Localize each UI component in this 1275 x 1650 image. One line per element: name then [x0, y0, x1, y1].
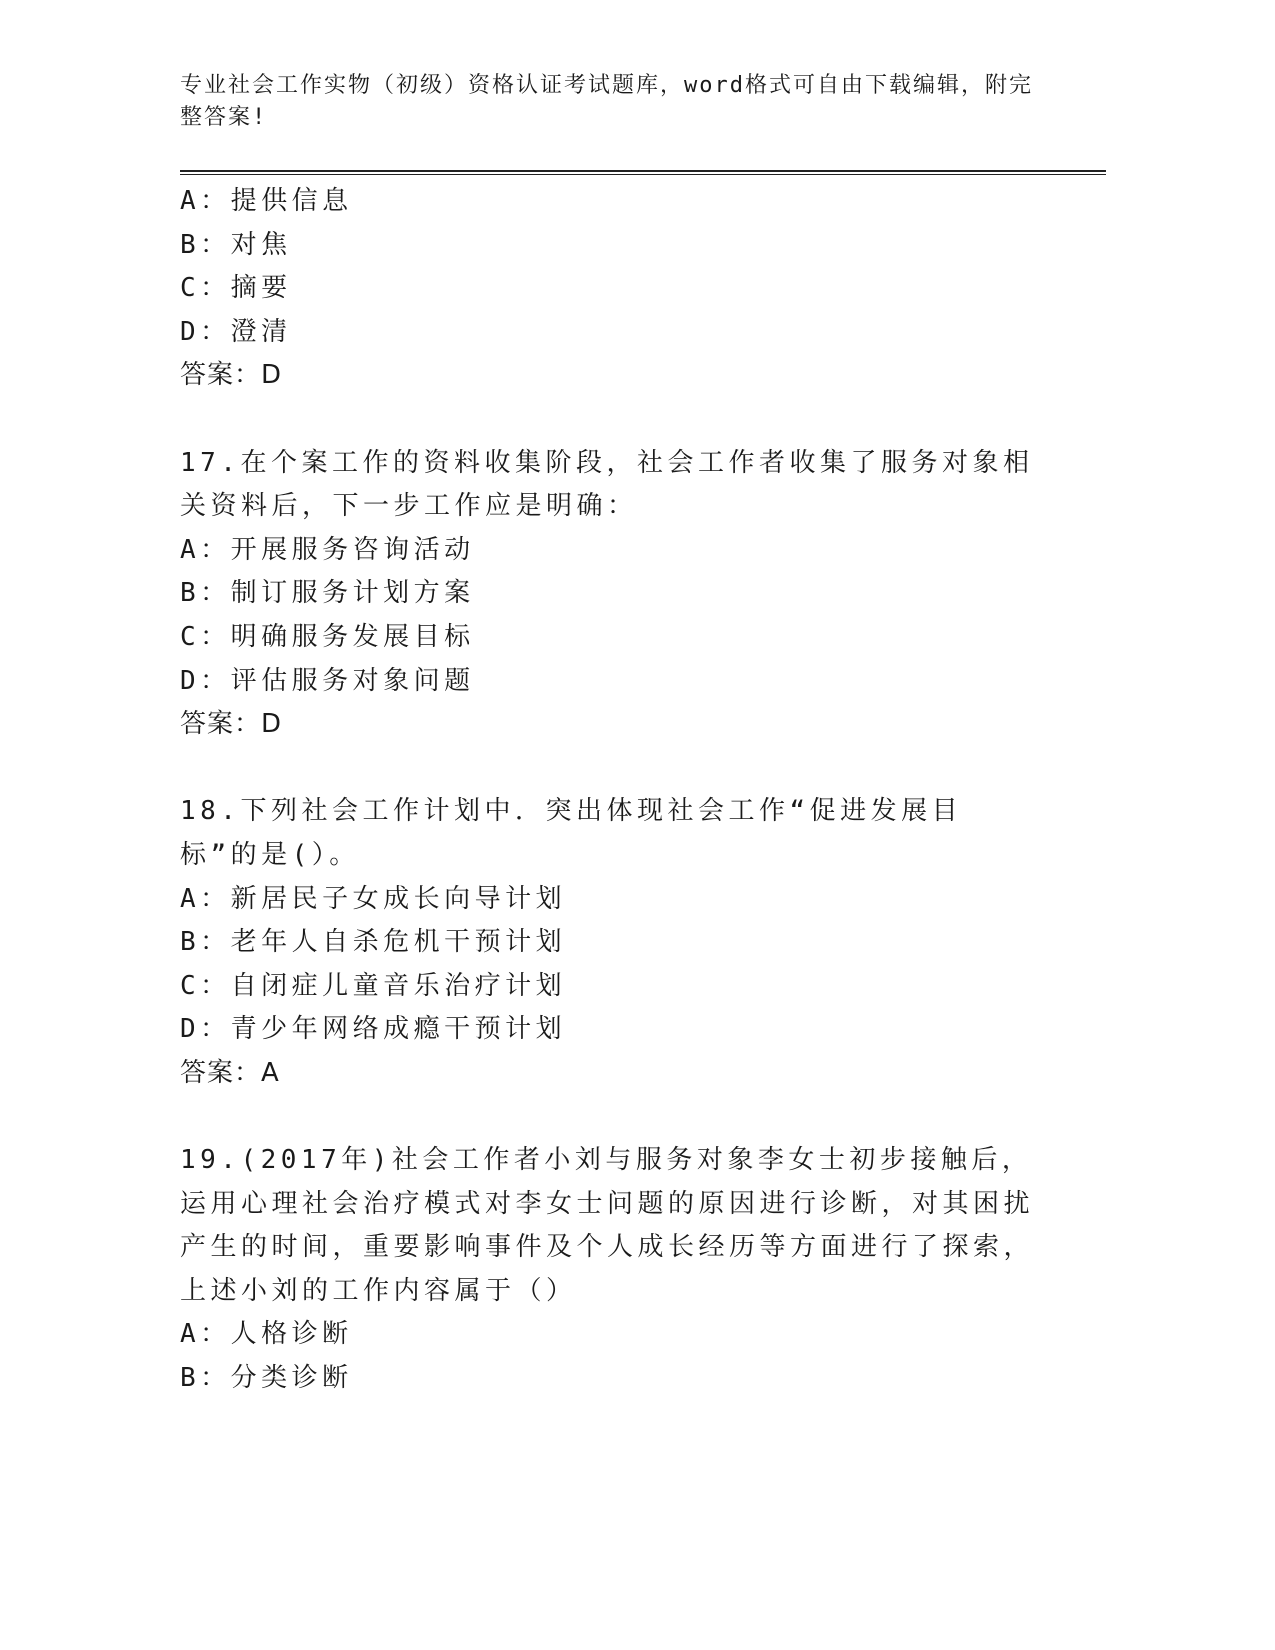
option-c: C：明确服务发展目标 [180, 621, 475, 652]
option-c: C：摘要 [180, 273, 292, 304]
header-divider-thick [180, 170, 1106, 172]
option-b: B：老年人自杀危机干预计划 [180, 927, 567, 958]
option-c: C：自闭症儿童音乐治疗计划 [180, 970, 567, 1001]
question-block-18 [180, 790, 1040, 1095]
header-title: 专业社会工作实物（初级）资格认证考试题库，word格式可自由下载编辑，附完整答案! [180, 73, 1033, 130]
option-a: A：开展服务咨询活动 [180, 534, 475, 565]
question-text: 17.在个案工作的资料收集阶段，社会工作者收集了服务对象相关资料后，下一步工作应是明确： [180, 447, 1034, 522]
option-d: D：澄清 [180, 316, 292, 347]
option-d: D：青少年网络成瘾干预计划 [180, 1014, 567, 1045]
question-text: 18.下列社会工作计划中．突出体现社会工作“促进发展目标”的是(）。 [180, 796, 963, 870]
option-d: D：评估服务对象问题 [180, 665, 475, 696]
answer-line: 答案：D [180, 709, 283, 740]
question-list [180, 180, 1040, 1401]
option-b: B：分类诊断 [180, 1363, 353, 1394]
spacer [180, 747, 1040, 791]
option-b: B：制订服务计划方案 [180, 578, 475, 609]
spacer [180, 398, 1040, 442]
question-block-16 [180, 180, 1040, 398]
option-b: B：对焦 [180, 229, 292, 260]
question-block-19 [180, 1139, 1040, 1401]
document-header [180, 70, 1040, 134]
question-text: 19.(2017年)社会工作者小刘与服务对象李女士初步接触后，运用心理社会治疗模式对李女士问题的原因进行诊断，对其困扰产生的时间，重要影响事件及个人成长经历等方面进行了探索，上述小刘的工作内容属于（） [180, 1145, 1035, 1306]
question-block-17 [180, 442, 1040, 747]
option-a: A：提供信息 [180, 186, 353, 216]
option-a: A：人格诊断 [180, 1319, 353, 1350]
answer-line: 答案：A [180, 1057, 280, 1088]
spacer [180, 1095, 1040, 1139]
option-a: A：新居民子女成长向导计划 [180, 883, 567, 914]
header-divider-thin [180, 174, 1106, 175]
answer-line: 答案：D [180, 360, 283, 391]
